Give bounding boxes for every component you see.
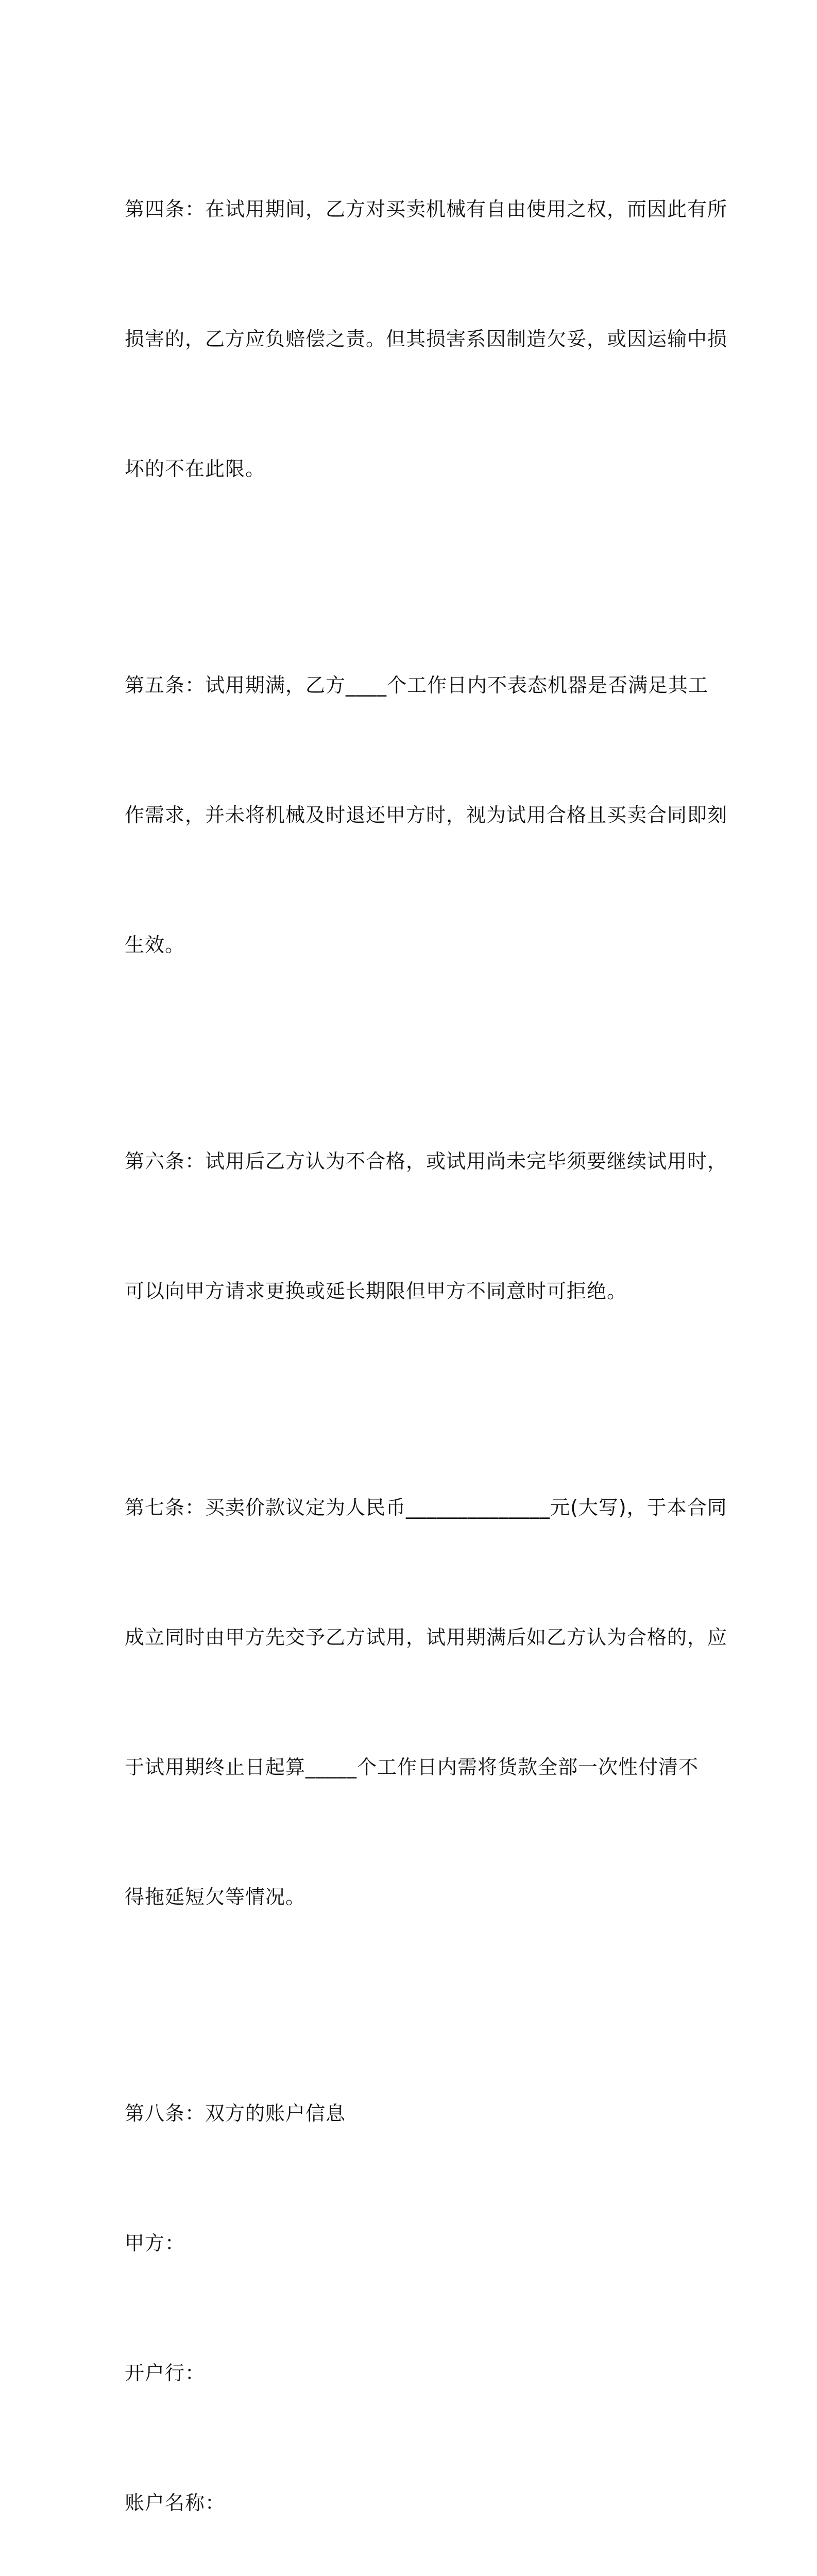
article-5-line-3: 生效。 [125, 934, 185, 956]
article-5 [125, 577, 728, 1053]
article-7-line-2: 成立同时由甲方先交予乙方试用，试用期满后如乙方认为合格的，应 [125, 1626, 728, 1649]
document-page [125, 101, 728, 2576]
article-4-line-2: 损害的，乙方应负赔偿之责。但其损害系因制造欠妥，或因运输中损 [125, 328, 728, 350]
article-7 [125, 1399, 728, 2005]
article-7-line-1: 第七条：买卖价款议定为人民币______________元(大写)，于本合同 [125, 1496, 727, 1519]
article-6-line-2: 可以向甲方请求更换或延长期限但甲方不同意时可拒绝。 [125, 1280, 627, 1302]
article-6 [125, 1053, 728, 1399]
party-a-bank: 开户行： [125, 2362, 206, 2384]
party-a-account-name: 账户名称： [125, 2492, 226, 2514]
article-7-line-4: 得拖延短欠等情况。 [125, 1886, 306, 1908]
article-4-line-3: 坏的不在此限。 [125, 457, 266, 480]
party-a-label: 甲方： [125, 2232, 185, 2255]
article-7-line-3: 于试用期终止日起算_____个工作日内需将货款全部一次性付清不 [125, 1756, 699, 1778]
article-8-title: 第八条：双方的账户信息 [125, 2102, 346, 2125]
article-5-line-1: 第五条：试用期满，乙方____个工作日内不表态机器是否满足其工 [125, 674, 709, 697]
article-8 [125, 2005, 702, 2576]
article-4-line-1: 第四条：在试用期间，乙方对买卖机械有自由使用之权，而因此有所 [125, 198, 728, 221]
article-4 [125, 101, 728, 577]
article-6-line-1: 第六条：试用后乙方认为不合格，或试用尚未完毕须要继续试用时， [125, 1150, 728, 1173]
article-5-line-2: 作需求，并未将机械及时退还甲方时，视为试用合格且买卖合同即刻 [125, 804, 728, 826]
